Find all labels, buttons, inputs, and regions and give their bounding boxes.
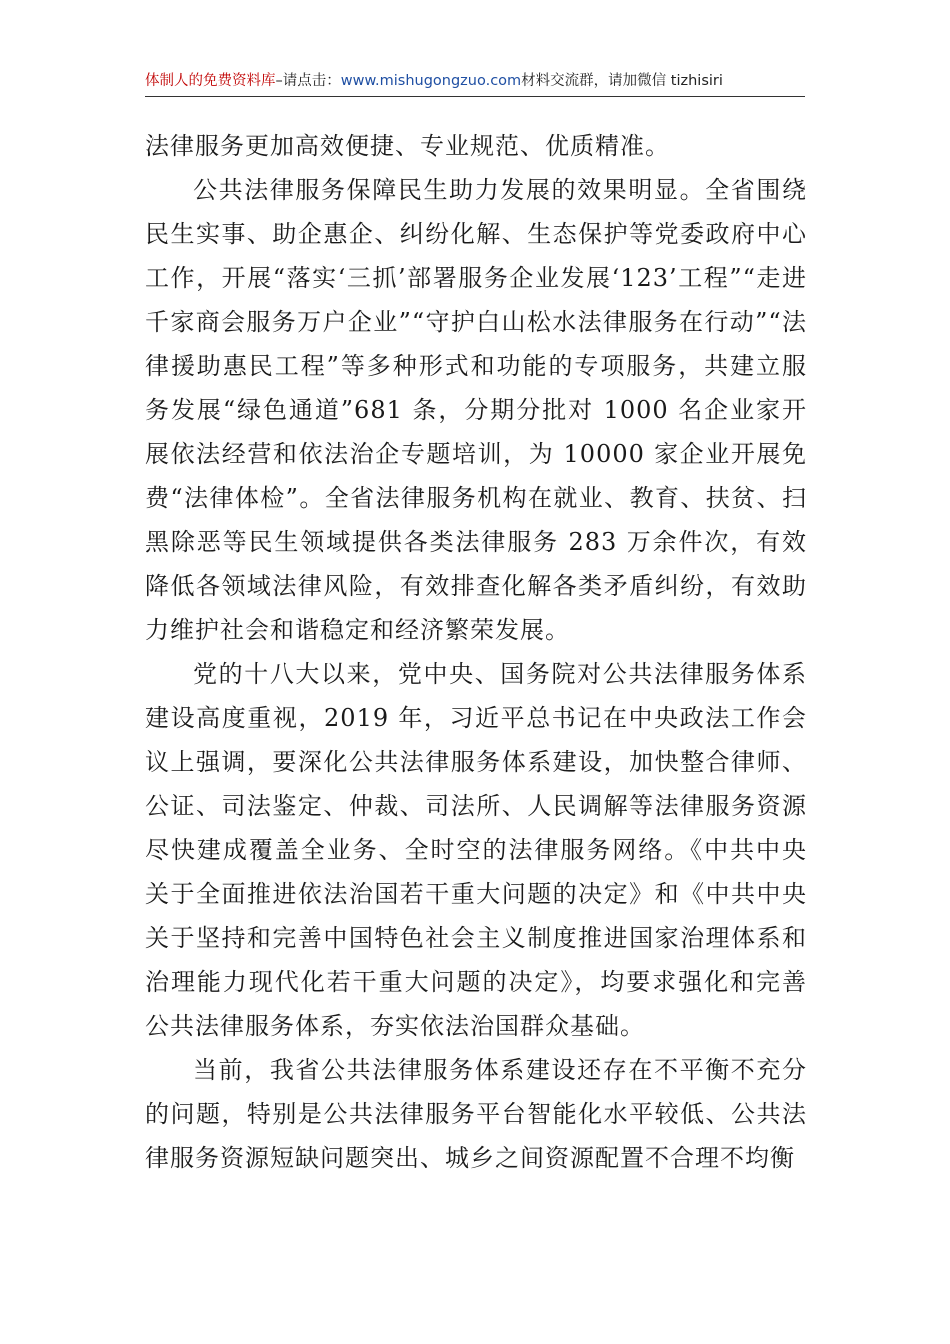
paragraph-1: 法律服务更加高效便捷、专业规范、优质精准。 — [145, 132, 670, 160]
header-prompt: –请点击： — [275, 73, 341, 89]
paragraph-4: 当前，我省公共法律服务体系建设还存在不平衡不充分的问题，特别是公共法律服务平台智能化水平较低、公共法律服务资源短缺问题突出、城乡之间资源配置不合理不均衡 — [145, 1056, 807, 1172]
document-body — [145, 124, 807, 1180]
paragraph-3: 党的十八大以来，党中央、国务院对公共法律服务体系建设高度重视，2019 年，习近平总书记在中央政法工作会议上强调，要深化公共法律服务体系建设，加快整合律师、公证、司法鉴定、仲裁、司法所、人民调解等法律服务资源尽快建成覆盖全业务、全时空的法律服务网络。《中共中央关于全面推进依法治国若干重大问题的决定》和《中共中央关于坚持和完善中国特色社会主义制度推进国家治理体系和治理能力现代化若干重大问题的决定》，均要求强化和完善公共法律服务体系，夯实依法治国群众基础。 — [145, 660, 807, 1040]
paragraph-2: 公共法律服务保障民生助力发展的效果明显。全省围绕民生实事、助企惠企、纠纷化解、生态保护等党委政府中心工作，开展“落实‘三抓’部署服务企业发展‘123’工程”“走进千家商会服务万户企业”“守护白山松水法律服务在行动”“法律援助惠民工程”等多种形式和功能的专项服务，共建立服务发展“绿色通道”681 条，分期分批对 1000 名企业家开展依法经营和依法治企专题培训，为 10000 家企业开展免费“法律体检”。全省法律服务机构在就业、教育、扶贫、扫黑除恶等民生领域提供各类法律服务 283 万余件次，有效降低各领域法律风险，有效排查化解各类矛盾纠纷，有效助力维护社会和谐稳定和经济繁荣发展。 — [145, 176, 807, 644]
header-suffix: 材料交流群，请加微信 tizhisiri — [521, 73, 723, 89]
page-header — [145, 70, 805, 97]
header-brand[interactable]: 体制人的免费资料库 — [145, 73, 276, 89]
header-url-link[interactable]: www.mishugongzuo.com — [340, 73, 522, 89]
